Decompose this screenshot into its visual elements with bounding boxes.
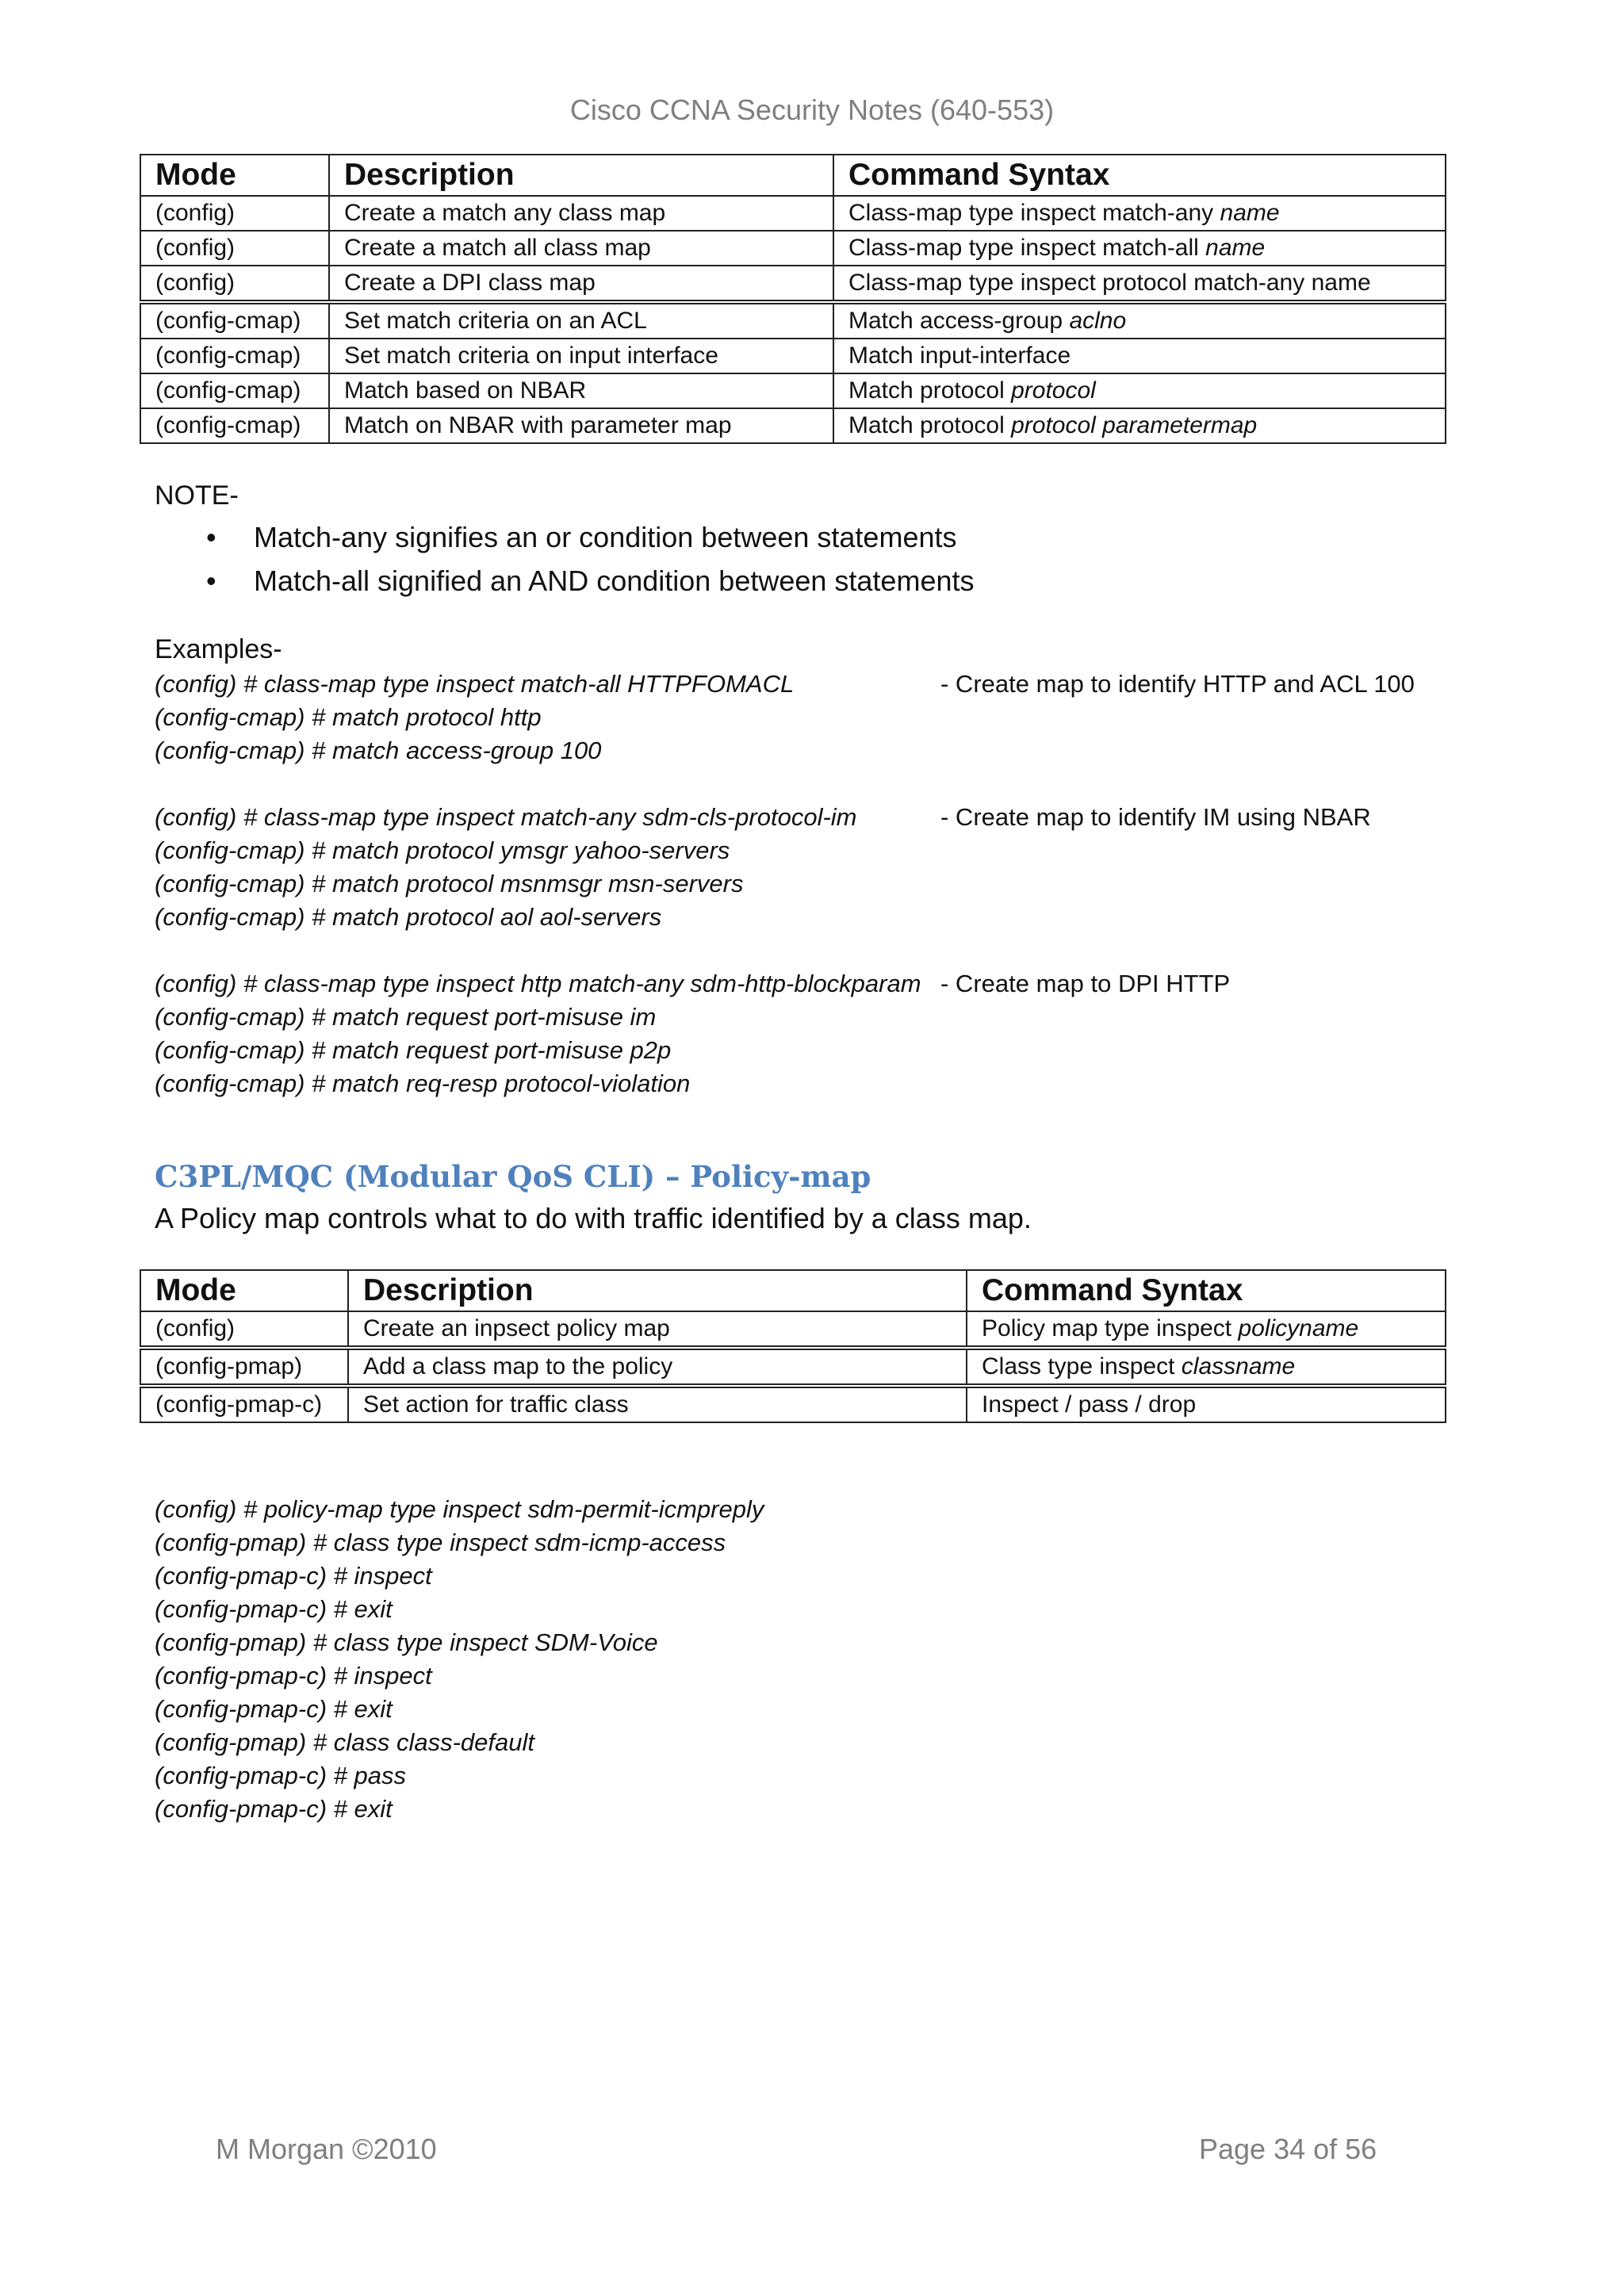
syntax-italic: classname	[1181, 1353, 1296, 1380]
table-row	[140, 1348, 1446, 1386]
cell-syntax	[967, 1348, 1446, 1386]
cell-mode: (config-cmap)	[140, 302, 329, 339]
cell-mode: (config)	[140, 196, 329, 231]
column-header-description: Description	[348, 1270, 967, 1311]
cell-description: Create an inpsect policy map	[348, 1311, 967, 1348]
cell-syntax	[833, 196, 1446, 231]
cell-mode: (config-cmap)	[140, 408, 329, 443]
example-description: - Create map to identify IM using NBAR	[940, 803, 1371, 831]
table-row	[140, 196, 1446, 231]
syntax-text: Match protocol	[848, 412, 1012, 438]
cell-syntax	[833, 373, 1446, 408]
cell-description: Create a DPI class map	[329, 266, 833, 302]
code-line: (config-pmap-c) # pass	[155, 1762, 407, 1789]
example-description: - Create map to DPI HTTP	[940, 970, 1231, 997]
table-row	[140, 302, 1446, 339]
cell-description: Create a match any class map	[329, 196, 833, 231]
code-line: (config-pmap) # class class-default	[155, 1728, 534, 1756]
cell-description: Create a match all class map	[329, 231, 833, 266]
cell-description: Match on NBAR with parameter map	[329, 408, 833, 443]
cell-syntax	[833, 339, 1446, 373]
table-row	[140, 373, 1446, 408]
cell-mode: (config-pmap-c)	[140, 1386, 348, 1422]
code-line: (config-pmap-c) # exit	[155, 1695, 393, 1723]
syntax-text: Inspect / pass / drop	[982, 1391, 1197, 1418]
table-row	[140, 339, 1446, 373]
cell-syntax	[833, 266, 1446, 302]
note-list	[206, 515, 975, 603]
table-header-row	[140, 155, 1446, 196]
syntax-text: Class-map type inspect protocol match-any name	[848, 270, 1371, 296]
cell-mode: (config-cmap)	[140, 339, 329, 373]
cell-description: Add a class map to the policy	[348, 1348, 967, 1386]
code-line: (config-pmap-c) # inspect	[155, 1662, 432, 1689]
code-line: (config-cmap) # match request port-misuse im	[155, 1003, 657, 1031]
section-heading: C3PL/MQC (Modular QoS CLI) – Policy-map	[155, 1159, 871, 1194]
cell-syntax	[833, 408, 1446, 443]
note-text: Match-any signifies an or condition between statements	[254, 521, 957, 553]
code-line: (config-cmap) # match protocol msnmsgr msn-servers	[155, 870, 744, 897]
column-header-command-syntax: Command Syntax	[967, 1270, 1446, 1311]
syntax-italic: protocol	[1011, 377, 1096, 404]
code-line: (config) # class-map type inspect http match-any sdm-http-blockparam	[155, 970, 921, 997]
footer-author: M Morgan ©2010	[216, 2133, 437, 2165]
code-line: (config-pmap-c) # exit	[155, 1795, 393, 1823]
bullet-icon: •	[206, 564, 216, 597]
cell-mode: (config)	[140, 266, 329, 302]
column-header-command-syntax: Command Syntax	[833, 155, 1446, 196]
cell-description: Set match criteria on input interface	[329, 339, 833, 373]
syntax-text: Match access-group	[848, 308, 1070, 334]
table-row	[140, 1311, 1446, 1348]
syntax-text: Match protocol	[848, 377, 1012, 404]
code-line: (config-cmap) # match req-resp protocol-violation	[155, 1070, 691, 1097]
table-row	[140, 1386, 1446, 1422]
cell-syntax	[833, 231, 1446, 266]
code-line: (config) # class-map type inspect match-all HTTPFOMACL	[155, 670, 795, 698]
cell-mode: (config-pmap)	[140, 1348, 348, 1386]
syntax-text: Policy map type inspect	[982, 1315, 1239, 1341]
cell-syntax	[833, 302, 1446, 339]
syntax-text: Class-map type inspect match-any	[848, 200, 1220, 226]
column-header-mode: Mode	[140, 155, 329, 196]
code-line: (config-cmap) # match protocol ymsgr yahoo-servers	[155, 836, 730, 864]
table-row	[140, 266, 1446, 302]
examples-label: Examples-	[155, 634, 282, 664]
code-line: (config) # class-map type inspect match-any sdm-cls-protocol-im	[155, 803, 857, 831]
table-row	[140, 408, 1446, 443]
code-line: (config-cmap) # match request port-misuse p2p	[155, 1036, 672, 1064]
example-description: - Create map to identify HTTP and ACL 100	[940, 670, 1415, 698]
syntax-italic: protocol parametermap	[1011, 412, 1258, 438]
bullet-icon: •	[206, 521, 216, 553]
code-line: (config-pmap-c) # exit	[155, 1595, 393, 1623]
code-line: (config-pmap) # class type inspect SDM-Voice	[155, 1628, 658, 1656]
cell-syntax	[967, 1311, 1446, 1348]
class-map-command-table	[140, 154, 1446, 444]
cell-description: Set match criteria on an ACL	[329, 302, 833, 339]
footer-page-number: Page 34 of 56	[1199, 2133, 1377, 2165]
code-line: (config-cmap) # match access-group 100	[155, 737, 602, 764]
policy-map-command-table	[140, 1269, 1446, 1423]
syntax-italic: name	[1220, 200, 1280, 226]
table-row	[140, 231, 1446, 266]
syntax-text: Match input-interface	[848, 342, 1071, 369]
note-label: NOTE-	[155, 480, 239, 511]
page-header-title: Cisco CCNA Security Notes (640-553)	[569, 94, 1055, 126]
code-line: (config-pmap-c) # inspect	[155, 1562, 432, 1590]
syntax-italic: policyname	[1238, 1315, 1359, 1341]
list-item	[206, 515, 975, 559]
syntax-italic: aclno	[1069, 308, 1127, 334]
column-header-description: Description	[329, 155, 833, 196]
syntax-text: Class type inspect	[982, 1353, 1182, 1380]
column-header-mode: Mode	[140, 1270, 348, 1311]
code-line: (config-cmap) # match protocol http	[155, 703, 542, 731]
cell-syntax	[967, 1386, 1446, 1422]
code-line: (config-pmap) # class type inspect sdm-icmp-access	[155, 1529, 726, 1556]
cell-mode: (config)	[140, 1311, 348, 1348]
section-description: A Policy map controls what to do with traffic identified by a class map.	[155, 1202, 1032, 1234]
code-line: (config-cmap) # match protocol aol aol-servers	[155, 903, 662, 931]
syntax-italic: name	[1205, 235, 1266, 261]
list-item	[206, 559, 975, 603]
cell-description: Set action for traffic class	[348, 1386, 967, 1422]
syntax-text: Class-map type inspect match-all	[848, 235, 1206, 261]
cell-description: Match based on NBAR	[329, 373, 833, 408]
note-text: Match-all signified an AND condition between statements	[254, 564, 975, 597]
cell-mode: (config-cmap)	[140, 373, 329, 408]
cell-mode: (config)	[140, 231, 329, 266]
code-line: (config) # policy-map type inspect sdm-permit-icmpreply	[155, 1495, 764, 1523]
table-header-row	[140, 1270, 1446, 1311]
